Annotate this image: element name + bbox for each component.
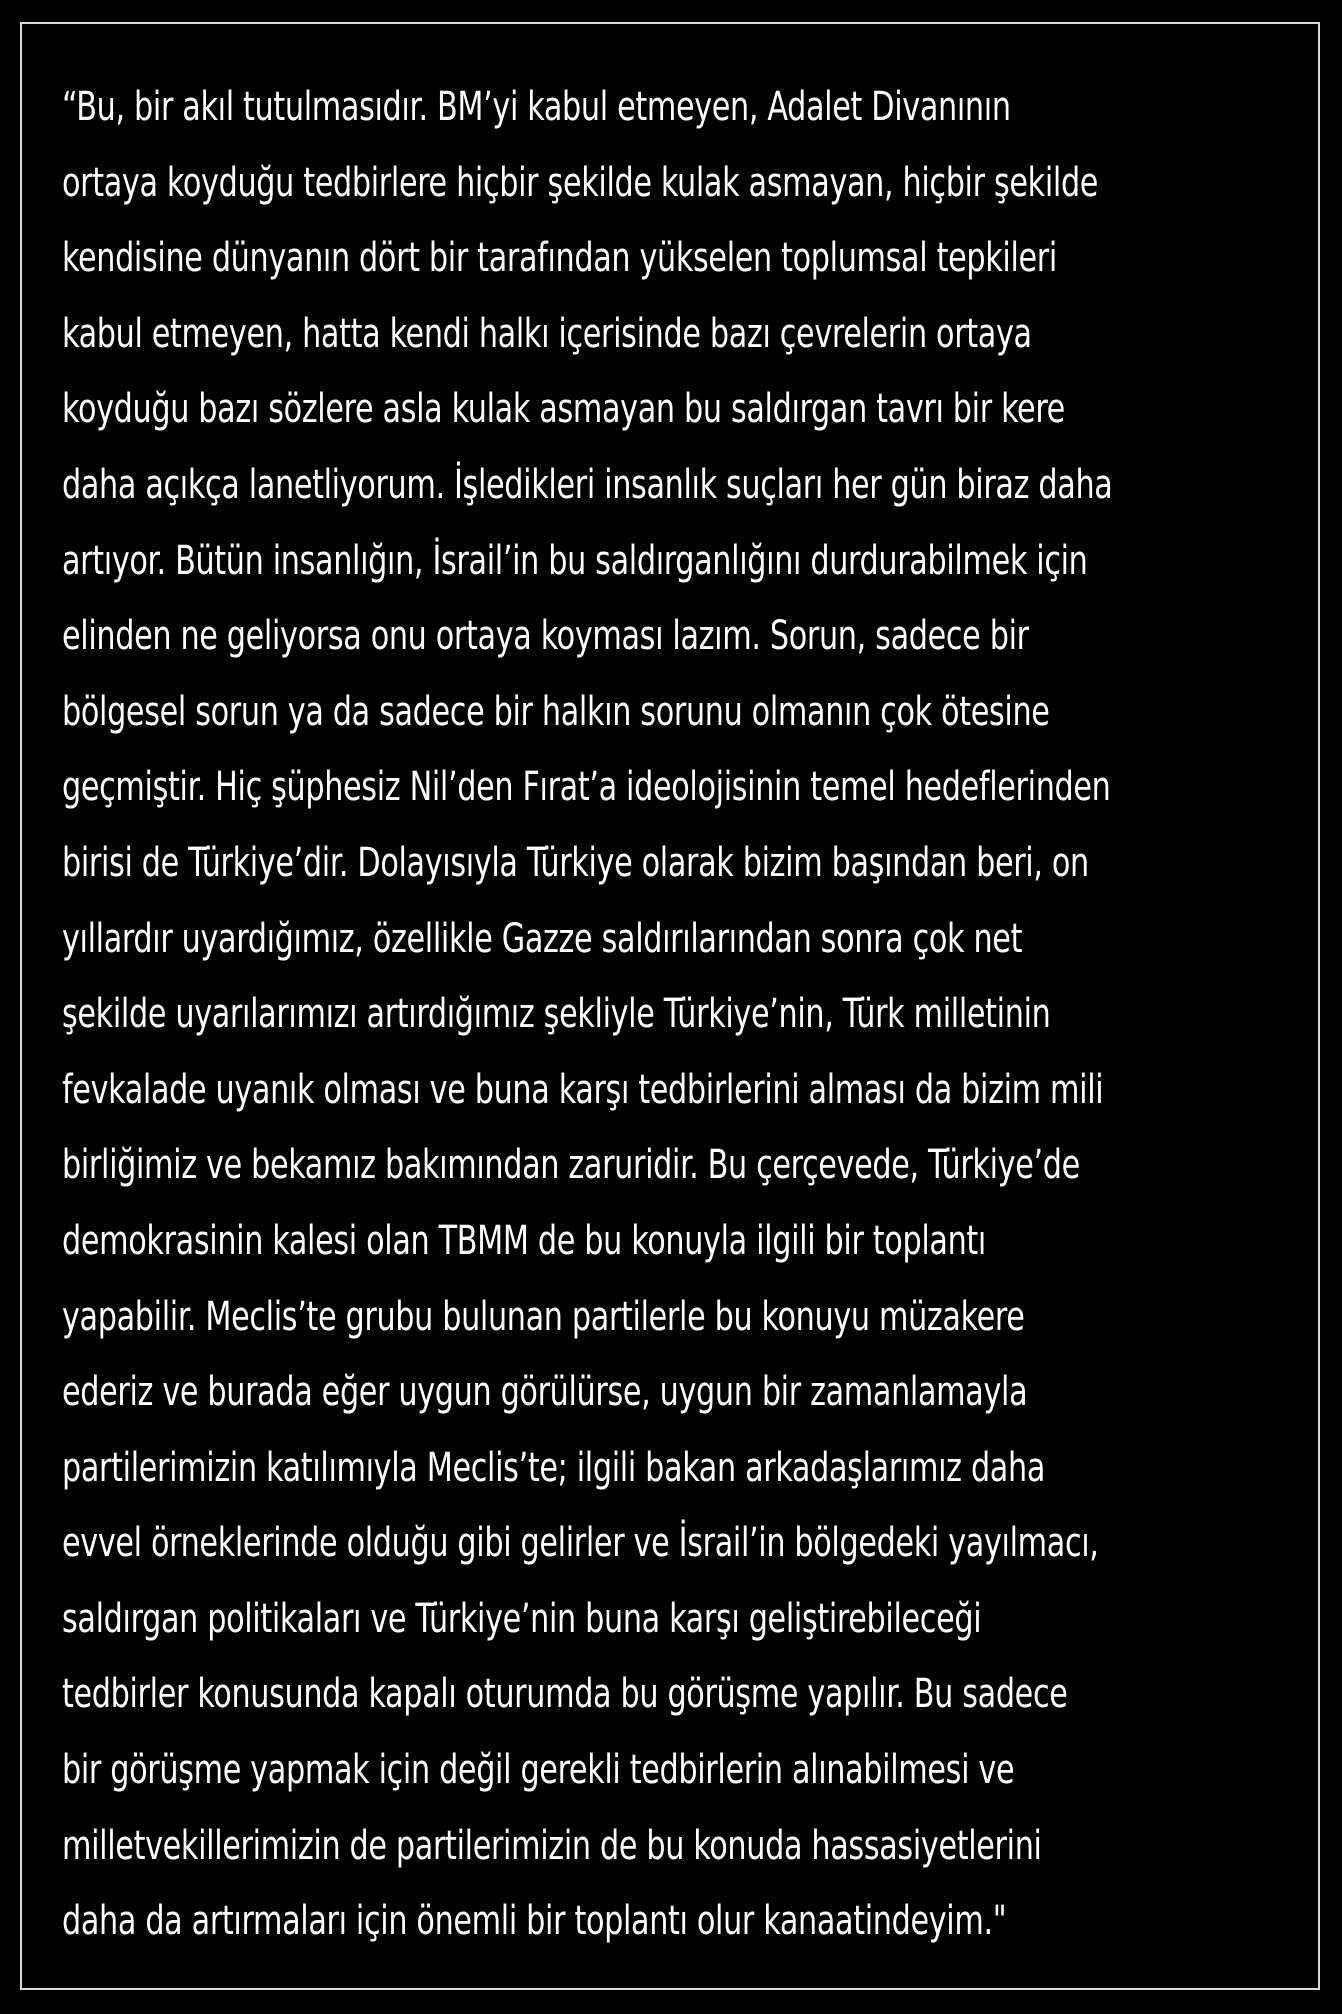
- quote-line: koyduğu bazı sözlere asla kulak asmayan bu saldırgan tavrı bir kere: [62, 386, 1065, 433]
- quote-line: demokrasinin kalesi olan TBMM de bu konuyla ilgili bir toplantı: [62, 1217, 986, 1264]
- quote-line: ortaya koyduğu tedbirlere hiçbir şekilde kulak asmayan, hiçbir şekilde: [62, 159, 1099, 206]
- quote-line: evvel örneklerinde olduğu gibi gelirler ve İsrail’in bölgedeki yayılmacı,: [62, 1520, 1099, 1567]
- quote-line: daha açıkça lanetliyorum. İşledikleri insanlık suçları her gün biraz daha: [62, 461, 1113, 508]
- quote-line: elinden ne geliyorsa onu ortaya koyması lazım. Sorun, sadece bir: [62, 613, 1029, 660]
- quote-line: artıyor. Bütün insanlığın, İsrail’in bu saldırganlığını durdurabilmek için: [62, 537, 1088, 584]
- quote-line: kabul etmeyen, hatta kendi halkı içerisinde bazı çevrelerin ortaya: [62, 310, 1032, 357]
- quote-line: daha da artırmaları için önemli bir toplantı olur kanaatindeyim.": [62, 1898, 1007, 1945]
- quote-line: yapabilir. Meclis’te grubu bulunan partilerle bu konuyu müzakere: [62, 1293, 1025, 1340]
- quote-line: tedbirler konusunda kapalı oturumda bu görüşme yapılır. Bu sadece: [62, 1671, 1068, 1718]
- quote-line: “Bu, bir akıl tutulmasıdır. BM’yi kabul etmeyen, Adalet Divanının: [62, 84, 1011, 130]
- quote-text: [62, 70, 1282, 1960]
- quote-line: şekilde uyarılarımızı artırdığımız şekliyle Türkiye’nin, Türk milletinin: [62, 991, 1051, 1038]
- quote-line: fevkalade uyanık olması ve buna karşı tedbirlerini alması da bizim mili: [62, 1066, 1104, 1113]
- quote-line: milletvekillerimizin de partilerimizin de bu konuda hassasiyetlerini: [62, 1822, 1042, 1869]
- quote-line: partilerimizin katılımıyla Meclis’te; ilgili bakan arkadaşlarımız daha: [62, 1444, 1046, 1491]
- quote-line: bölgesel sorun ya da sadece bir halkın sorunu olmanın çok ötesine: [62, 688, 1050, 735]
- quote-line: bir görüşme yapmak için değil gerekli tedbirlerin alınabilmesi ve: [62, 1747, 1015, 1794]
- quote-line: saldırgan politikaları ve Türkiye’nin buna karşı geliştirebileceği: [62, 1595, 982, 1642]
- quote-line: birliğimiz ve bekamız bakımından zaruridir. Bu çerçevede, Türkiye’de: [62, 1142, 1080, 1189]
- quote-line: yıllardır uyardığımız, özellikle Gazze saldırılarından sonra çok net: [62, 915, 1023, 962]
- quote-line: ederiz ve burada eğer uygun görülürse, uygun bir zamanlamayla: [62, 1369, 1028, 1416]
- quote-line: kendisine dünyanın dört bir tarafından yükselen toplumsal tepkileri: [62, 235, 1057, 282]
- quote-line: birisi de Türkiye’dir. Dolayısıyla Türkiye olarak bizim başından beri, on: [62, 839, 1089, 886]
- quote-line: geçmiştir. Hiç şüphesiz Nil’den Fırat’a ideolojisinin temel hedeflerinden: [62, 764, 1111, 811]
